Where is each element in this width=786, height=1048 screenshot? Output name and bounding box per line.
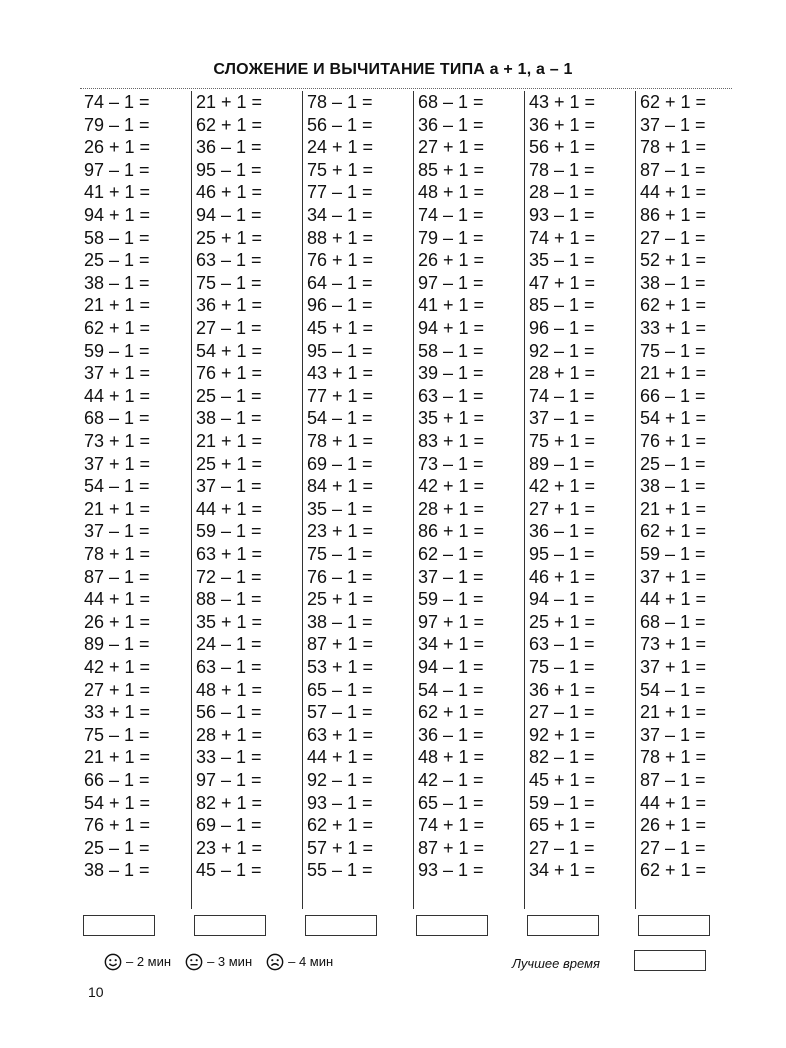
smiley-neutral-icon [185, 953, 203, 971]
equation: 37 + 1 = [640, 566, 707, 587]
equation: 62 + 1 = [640, 860, 707, 881]
equation: 69 – 1 = [307, 453, 373, 474]
equation: 76 + 1 = [640, 431, 707, 451]
equation: 62 + 1 = [418, 702, 485, 723]
equation: 37 + 1 = [84, 453, 151, 474]
equation: 27 – 1 = [196, 318, 262, 338]
equation: 75 – 1 = [640, 340, 706, 361]
equation: 54 + 1 = [640, 408, 707, 429]
equation: 76 + 1 = [84, 815, 151, 836]
equation: 58 – 1 = [418, 340, 484, 361]
equation: 93 – 1 = [307, 792, 373, 813]
equation: 35 – 1 = [307, 498, 373, 519]
equation: 74 – 1 = [418, 205, 484, 225]
equation: 52 + 1 = [640, 250, 707, 271]
equation: 27 – 1 = [529, 837, 595, 858]
equation: 54 – 1 = [640, 679, 706, 700]
equation: 44 + 1 = [307, 747, 374, 768]
equation: 84 + 1 = [307, 476, 374, 497]
equation: 59 – 1 = [196, 521, 262, 542]
equation: 23 + 1 = [307, 521, 374, 542]
equation: 38 – 1 = [640, 272, 706, 293]
equation: 42 + 1 = [84, 657, 151, 677]
equation: 21 + 1 = [84, 295, 151, 316]
equation: 85 – 1 = [529, 295, 595, 316]
equation: 34 + 1 = [418, 634, 485, 655]
equation: 26 + 1 = [84, 611, 151, 632]
equation: 36 – 1 = [418, 114, 484, 135]
equation: 59 – 1 = [84, 340, 150, 361]
equation: 82 + 1 = [196, 792, 263, 813]
equation: 95 – 1 = [196, 159, 262, 180]
equation: 35 – 1 = [529, 250, 595, 271]
equation: 74 – 1 = [84, 92, 150, 112]
column-time-box[interactable] [194, 915, 266, 936]
equation: 34 – 1 = [307, 205, 373, 225]
equation: 36 – 1 = [529, 521, 595, 542]
legend-text: – 4 мин [288, 954, 334, 969]
equation: 69 – 1 = [196, 815, 262, 836]
equation: 78 + 1 = [84, 544, 151, 564]
equation: 39 – 1 = [418, 363, 484, 384]
equation: 56 – 1 = [307, 114, 373, 135]
equation: 62 + 1 = [84, 318, 151, 338]
smiley-sad-icon [266, 953, 284, 971]
equation: 58 – 1 = [84, 227, 150, 248]
equation: 26 + 1 = [84, 137, 151, 158]
equation: 42 + 1 = [529, 476, 596, 497]
equation: 75 – 1 = [529, 657, 595, 677]
equation: 25 – 1 = [84, 250, 150, 271]
equation: 25 + 1 = [307, 589, 374, 610]
equation: 76 + 1 = [196, 363, 263, 384]
equation: 92 + 1 = [529, 724, 596, 745]
exercise-grid [80, 91, 732, 911]
equation: 44 + 1 = [84, 385, 151, 406]
equation: 56 + 1 = [529, 137, 596, 158]
column-time-box[interactable] [305, 915, 377, 936]
equation: 25 + 1 = [529, 611, 596, 632]
equation: 42 – 1 = [418, 770, 484, 790]
equation: 48 + 1 = [196, 679, 263, 700]
equation: 56 – 1 = [196, 702, 262, 723]
equation: 78 + 1 = [640, 137, 707, 158]
equation: 38 – 1 = [84, 272, 150, 293]
exercise-column [302, 91, 411, 909]
equation: 46 + 1 = [196, 182, 263, 203]
equation: 75 + 1 = [307, 159, 374, 180]
equation: 83 + 1 = [418, 431, 485, 451]
equation: 36 + 1 = [529, 679, 596, 700]
equation: 77 – 1 = [307, 182, 373, 203]
equation: 96 – 1 = [307, 295, 373, 316]
equation: 89 – 1 = [84, 634, 150, 655]
equation: 88 – 1 = [196, 589, 262, 610]
equation: 21 + 1 = [196, 431, 263, 451]
equation: 45 + 1 = [529, 770, 596, 790]
equation: 43 + 1 = [307, 363, 374, 384]
equation: 62 + 1 = [640, 295, 707, 316]
equation: 27 – 1 = [640, 837, 706, 858]
title-divider [80, 88, 732, 89]
equation: 48 + 1 = [418, 182, 485, 203]
equation: 74 + 1 = [418, 815, 485, 836]
equation: 37 + 1 = [640, 657, 707, 677]
equation: 74 – 1 = [529, 385, 595, 406]
equation: 54 – 1 = [307, 408, 373, 429]
equation: 97 – 1 = [418, 272, 484, 293]
equation: 28 + 1 = [529, 363, 596, 384]
equation: 87 – 1 = [640, 159, 706, 180]
equation: 37 – 1 = [529, 408, 595, 429]
equation: 62 + 1 = [640, 521, 707, 542]
equation: 35 + 1 = [418, 408, 485, 429]
equation: 85 + 1 = [418, 159, 485, 180]
page-number: 10 [88, 984, 104, 1000]
equation: 92 – 1 = [307, 770, 373, 790]
equation: 45 + 1 = [307, 318, 374, 338]
equation: 63 – 1 = [196, 250, 262, 271]
equation: 53 + 1 = [307, 657, 374, 677]
equation: 87 – 1 = [640, 770, 706, 790]
equation: 37 – 1 = [418, 566, 484, 587]
column-time-box[interactable] [527, 915, 599, 936]
equation: 75 – 1 = [196, 272, 262, 293]
equation: 74 + 1 = [529, 227, 596, 248]
equation: 25 – 1 = [84, 837, 150, 858]
equation: 47 + 1 = [529, 272, 596, 293]
equation: 78 + 1 = [307, 431, 374, 451]
equation: 44 + 1 = [196, 498, 263, 519]
best-time-label: Лучшее время [512, 956, 600, 971]
equation: 63 + 1 = [196, 544, 263, 564]
equation: 73 + 1 = [640, 634, 707, 655]
equation: 66 – 1 = [640, 385, 706, 406]
equation: 86 + 1 = [640, 205, 707, 225]
equation: 41 + 1 = [418, 295, 485, 316]
equation: 37 + 1 = [84, 363, 151, 384]
equation: 27 + 1 = [529, 498, 596, 519]
equation: 95 – 1 = [307, 340, 373, 361]
equation: 55 – 1 = [307, 860, 373, 881]
equation: 68 – 1 = [418, 92, 484, 112]
equation: 92 – 1 = [529, 340, 595, 361]
equation: 97 – 1 = [84, 159, 150, 180]
page-title: СЛОЖЕНИЕ И ВЫЧИТАНИЕ ТИПА а + 1, а – 1 [213, 61, 573, 78]
equation: 21 + 1 = [640, 702, 707, 723]
equation: 21 + 1 = [196, 92, 263, 112]
equation: 42 + 1 = [418, 476, 485, 497]
equation: 86 + 1 = [418, 521, 485, 542]
equation: 87 – 1 = [84, 566, 150, 587]
equation: 34 + 1 = [529, 860, 596, 881]
equation: 37 – 1 = [640, 724, 706, 745]
equation: 27 – 1 = [529, 702, 595, 723]
exercise-column [524, 91, 633, 909]
exercise-column [191, 91, 300, 909]
equation: 28 – 1 = [529, 182, 595, 203]
equation: 97 + 1 = [418, 611, 485, 632]
equation: 75 + 1 = [529, 431, 596, 451]
equation: 93 – 1 = [418, 860, 484, 881]
equation: 57 – 1 = [307, 702, 373, 723]
equation: 95 – 1 = [529, 544, 595, 564]
equation: 63 + 1 = [307, 724, 374, 745]
equation: 68 – 1 = [640, 611, 706, 632]
equation: 57 + 1 = [307, 837, 374, 858]
equation: 94 – 1 = [529, 589, 595, 610]
equation: 24 + 1 = [307, 137, 374, 158]
equation: 76 – 1 = [307, 566, 373, 587]
equation: 79 – 1 = [418, 227, 484, 248]
equation: 33 + 1 = [640, 318, 707, 338]
equation: 65 – 1 = [418, 792, 484, 813]
equation: 62 + 1 = [307, 815, 374, 836]
equation: 62 + 1 = [196, 114, 263, 135]
equation: 59 – 1 = [418, 589, 484, 610]
equation: 21 + 1 = [640, 498, 707, 519]
column-time-box[interactable] [638, 915, 710, 936]
equation: 78 – 1 = [307, 92, 373, 112]
equation: 35 + 1 = [196, 611, 263, 632]
equation: 41 + 1 = [84, 182, 151, 203]
equation: 94 – 1 = [418, 657, 484, 677]
equation: 65 + 1 = [529, 815, 596, 836]
equation: 24 – 1 = [196, 634, 262, 655]
equation: 63 – 1 = [529, 634, 595, 655]
equation: 26 + 1 = [418, 250, 485, 271]
exercise-column [413, 91, 522, 909]
equation: 38 – 1 = [84, 860, 150, 881]
equation: 59 – 1 = [640, 544, 706, 564]
equation: 59 – 1 = [529, 792, 595, 813]
equation: 78 + 1 = [640, 747, 707, 768]
equation: 38 – 1 = [640, 476, 706, 497]
equation: 63 – 1 = [196, 657, 262, 677]
equation: 62 – 1 = [418, 544, 484, 564]
equation: 72 – 1 = [196, 566, 262, 587]
best-time-box[interactable] [634, 950, 706, 971]
equation: 54 + 1 = [196, 340, 263, 361]
equation: 65 – 1 = [307, 679, 373, 700]
equation: 54 – 1 = [84, 476, 150, 497]
equation: 45 – 1 = [196, 860, 262, 881]
equation: 87 + 1 = [307, 634, 374, 655]
equation: 26 + 1 = [640, 815, 707, 836]
equation: 64 – 1 = [307, 272, 373, 293]
legend-text: – 2 мин [126, 954, 172, 969]
equation: 63 – 1 = [418, 385, 484, 406]
equation: 25 + 1 = [196, 227, 263, 248]
equation: 33 + 1 = [84, 702, 151, 723]
equation: 46 + 1 = [529, 566, 596, 587]
time-legend [104, 951, 347, 973]
equation: 36 – 1 = [196, 137, 262, 158]
equation: 37 – 1 = [640, 114, 706, 135]
equation: 44 + 1 = [640, 792, 707, 813]
equation: 54 + 1 = [84, 792, 151, 813]
equation: 38 – 1 = [196, 408, 262, 429]
equation: 75 – 1 = [84, 724, 150, 745]
smiley-happy-icon [104, 953, 122, 971]
equation: 36 + 1 = [196, 295, 263, 316]
legend-item-3-min [185, 951, 252, 973]
equation: 94 + 1 = [84, 205, 151, 225]
equation: 21 + 1 = [640, 363, 707, 384]
equation: 25 – 1 = [196, 385, 262, 406]
equation: 44 + 1 = [640, 589, 707, 610]
equation: 36 + 1 = [529, 114, 596, 135]
legend-text: – 3 мин [207, 954, 253, 969]
equation: 73 + 1 = [84, 431, 151, 451]
equation: 25 – 1 = [640, 453, 706, 474]
equation: 97 – 1 = [196, 770, 262, 790]
equation: 23 + 1 = [196, 837, 263, 858]
equation: 94 – 1 = [196, 205, 262, 225]
equation: 33 – 1 = [196, 747, 262, 768]
equation: 82 – 1 = [529, 747, 595, 768]
equation: 76 + 1 = [307, 250, 374, 271]
equation: 75 – 1 = [307, 544, 373, 564]
equation: 28 + 1 = [418, 498, 485, 519]
equation: 21 + 1 = [84, 498, 151, 519]
equation: 44 + 1 = [640, 182, 707, 203]
column-time-box[interactable] [416, 915, 488, 936]
equation: 62 + 1 = [640, 92, 707, 112]
equation: 78 – 1 = [529, 159, 595, 180]
equation: 96 – 1 = [529, 318, 595, 338]
equation: 43 + 1 = [529, 92, 596, 112]
equation: 36 – 1 = [418, 724, 484, 745]
equation: 68 – 1 = [84, 408, 150, 429]
equation: 93 – 1 = [529, 205, 595, 225]
equation: 44 + 1 = [84, 589, 151, 610]
equation: 73 – 1 = [418, 453, 484, 474]
equation: 48 + 1 = [418, 747, 485, 768]
equation: 88 + 1 = [307, 227, 374, 248]
exercise-column [635, 91, 744, 909]
legend-item-4-min [266, 951, 333, 973]
equation: 27 – 1 = [640, 227, 706, 248]
equation: 28 + 1 = [196, 724, 263, 745]
equation: 27 + 1 = [84, 679, 151, 700]
equation: 79 – 1 = [84, 114, 150, 135]
legend-item-2-min [104, 951, 171, 973]
equation: 27 + 1 = [418, 137, 485, 158]
equation: 89 – 1 = [529, 453, 595, 474]
equation: 21 + 1 = [84, 747, 151, 768]
exercise-column [80, 91, 188, 909]
equation: 54 – 1 = [418, 679, 484, 700]
equation: 66 – 1 = [84, 770, 150, 790]
equation: 37 – 1 = [84, 521, 150, 542]
equation: 38 – 1 = [307, 611, 373, 632]
equation: 94 + 1 = [418, 318, 485, 338]
equation: 87 + 1 = [418, 837, 485, 858]
equation: 25 + 1 = [196, 453, 263, 474]
column-time-box[interactable] [83, 915, 155, 936]
equation: 37 – 1 = [196, 476, 262, 497]
equation: 77 + 1 = [307, 385, 374, 406]
